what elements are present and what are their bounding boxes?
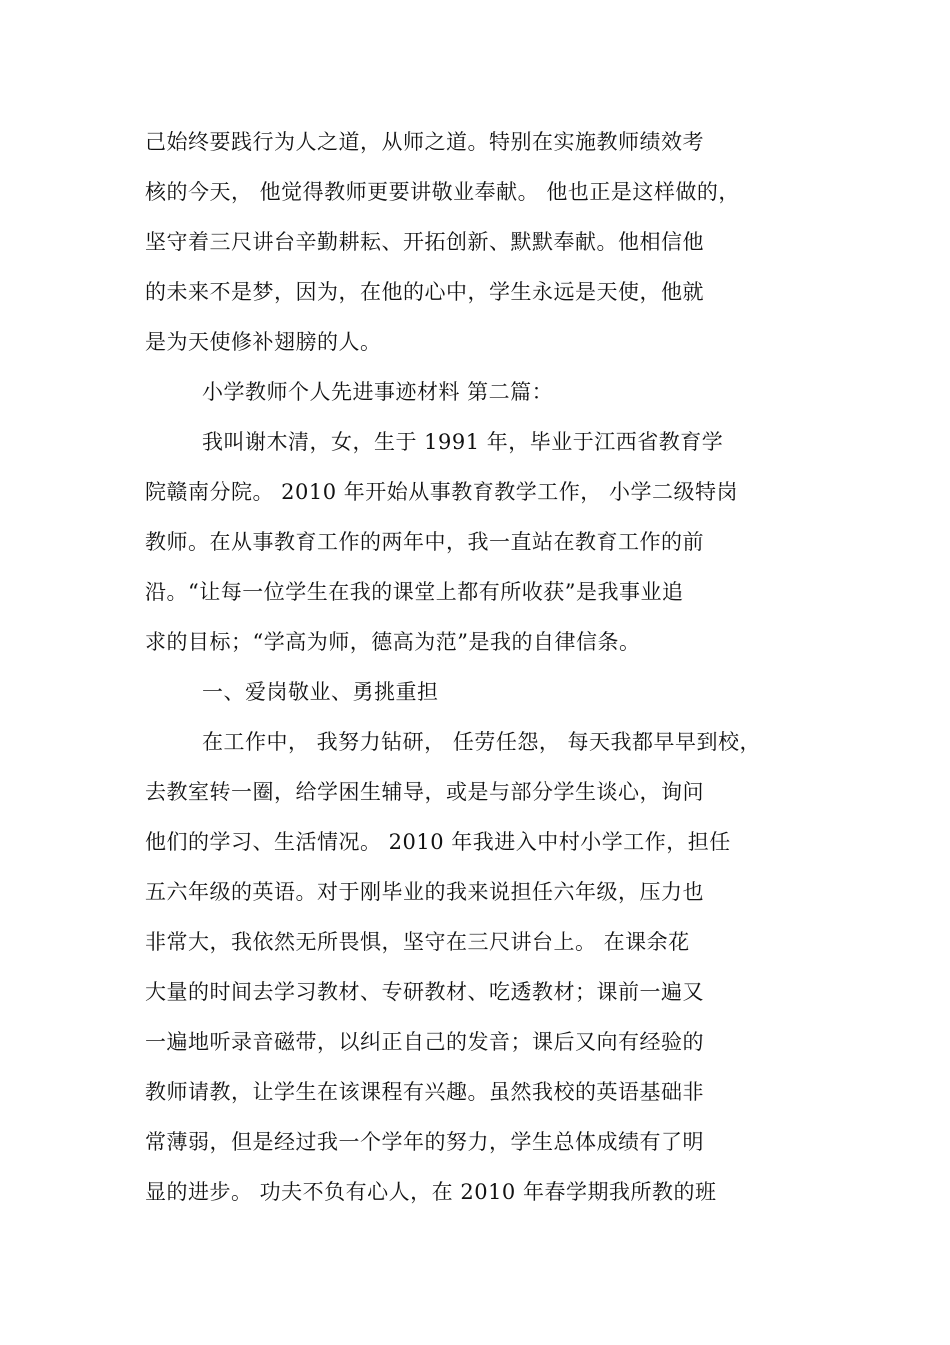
text-line: 的未来不是梦，因为，在他的心中，学生永远是天使，他就 <box>145 280 704 304</box>
text-line: 教师。在从事教育工作的两年中，我一直站在教育工作的前 <box>145 530 704 554</box>
text-line: 教师请教，让学生在该课程有兴趣。虽然我校的英语基础非 <box>145 1080 704 1104</box>
text-line: 是为天使修补翅膀的人。 <box>145 330 382 354</box>
text-line: 去教室转一圈，给学困生辅导，或是与部分学生谈心，询问 <box>145 780 704 804</box>
section-heading: 小学教师个人先进事迹材料 第二篇： <box>202 380 554 404</box>
text-line: 院赣南分院。 2010 年开始从事教育教学工作， 小学二级特岗 <box>145 480 738 504</box>
text-line: 五六年级的英语。对于刚毕业的我来说担任六年级，压力也 <box>145 880 704 904</box>
text-line: 常薄弱，但是经过我一个学年的努力，学生总体成绩有了明 <box>145 1130 704 1154</box>
text-line: 非常大，我依然无所畏惧，坚守在三尺讲台上。 在课余花 <box>145 930 690 954</box>
text-line: 沿。“让每一位学生在我的课堂上都有所收获”是我事业追 <box>145 580 684 604</box>
text-line: 显的进步。 功夫不负有心人，在 2010 年春学期我所教的班 <box>145 1180 717 1204</box>
text-line: 己始终要践行为人之道，从师之道。特别在实施教师绩效考 <box>145 130 704 154</box>
subsection-heading: 一、爱岗敬业、勇挑重担 <box>202 680 439 704</box>
text-line: 我叫谢木清，女，生于 1991 年，毕业于江西省教育学 <box>202 430 724 454</box>
text-line: 一遍地听录音磁带，以纠正自己的发音；课后又向有经验的 <box>145 1030 704 1054</box>
text-line: 在工作中， 我努力钻研， 任劳任怨， 每天我都早早到校， <box>202 730 762 754</box>
text-line: 坚守着三尺讲台辛勤耕耘、开拓创新、默默奉献。他相信他 <box>145 230 704 254</box>
text-line: 求的目标；“学高为师，德高为范”是我的自律信条。 <box>145 630 641 654</box>
text-line: 核的今天， 他觉得教师更要讲敬业奉献。 他也正是这样做的， <box>145 180 740 204</box>
text-line: 大量的时间去学习教材、专研教材、吃透教材；课前一遍又 <box>145 980 704 1004</box>
text-line: 他们的学习、生活情况。 2010 年我进入中村小学工作，担任 <box>145 830 731 854</box>
